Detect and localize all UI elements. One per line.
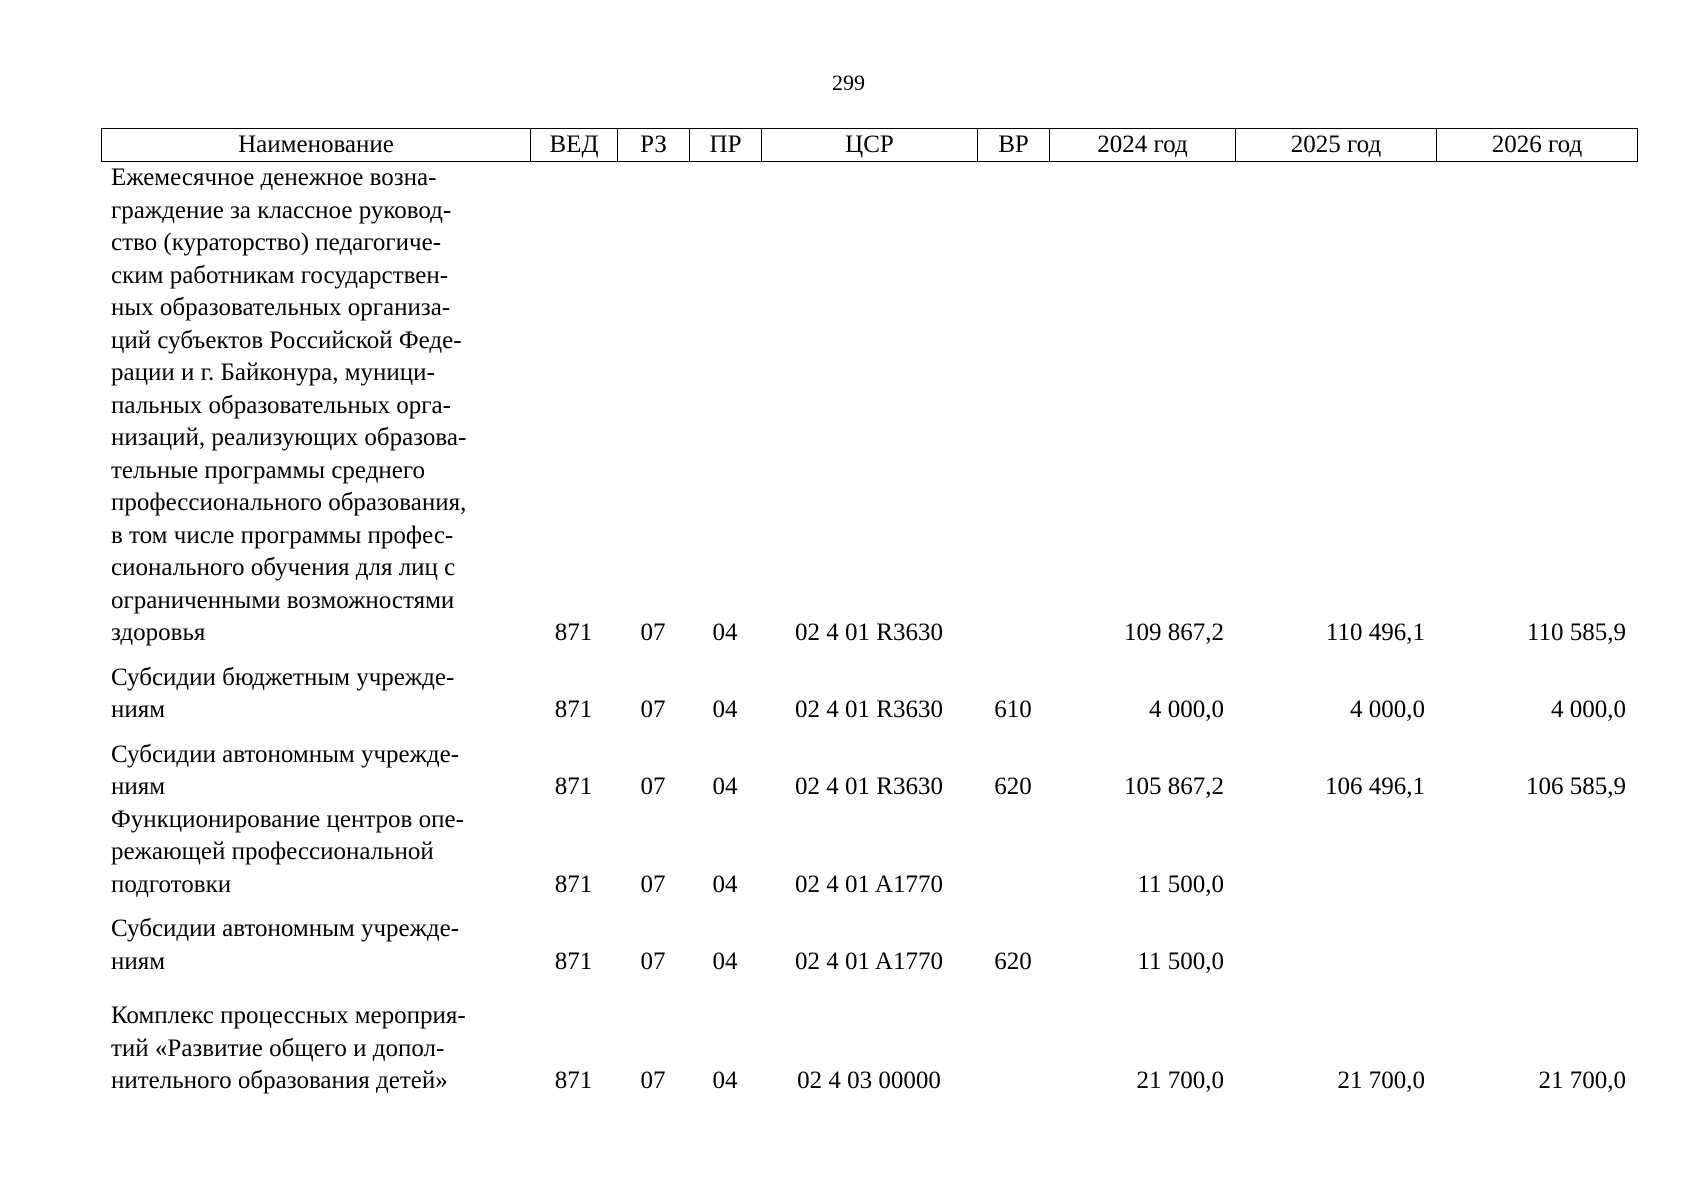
row-name bbox=[101, 162, 530, 650]
cell-vr bbox=[977, 162, 1049, 650]
row-name-line: Ежемесячное денежное возна- bbox=[111, 164, 437, 191]
cell-rz: 07 bbox=[640, 947, 666, 975]
cell-y2024: 21 700,0 bbox=[1136, 1067, 1224, 1094]
cell-y2026: 106 585,9 bbox=[1526, 773, 1626, 800]
cell-y2025: 21 700,0 bbox=[1337, 1067, 1425, 1094]
cell-vr bbox=[977, 804, 1049, 902]
cell-pr: 04 bbox=[712, 870, 738, 898]
row-name-line: ским работникам государствен- bbox=[111, 261, 449, 289]
row-name-line: ниям bbox=[111, 947, 166, 975]
table-row bbox=[101, 727, 1637, 804]
table-row bbox=[101, 901, 1637, 978]
row-name-line: рации и г. Байконура, муници- bbox=[111, 359, 435, 386]
row-name-line: Субсидии автономным учрежде- bbox=[111, 740, 460, 768]
row-name bbox=[101, 650, 530, 727]
column-header-2025: 2025 год bbox=[1236, 129, 1437, 162]
row-name-line: ниям bbox=[111, 696, 166, 723]
cell-pr: 04 bbox=[712, 1067, 738, 1094]
row-name-line: ций субъектов Российской Феде- bbox=[111, 326, 462, 354]
column-header-rz: РЗ bbox=[618, 129, 690, 162]
column-header-2026: 2026 год bbox=[1437, 129, 1638, 162]
cell-y2024: 11 500,0 bbox=[1137, 870, 1224, 898]
cell-y2026: 110 585,9 bbox=[1526, 619, 1626, 646]
row-name-line: подготовки bbox=[111, 870, 232, 898]
column-header-csr: ЦСР bbox=[762, 129, 978, 162]
row-name-line: ограниченными возможностями bbox=[111, 586, 455, 614]
cell-csr: 02 4 01 A1770 bbox=[795, 947, 943, 975]
table-row bbox=[101, 804, 1637, 902]
row-name-line: нительного образования детей» bbox=[111, 1067, 448, 1094]
cell-vr bbox=[977, 978, 1049, 1098]
cell-csr: 02 4 03 00000 bbox=[797, 1067, 941, 1094]
cell-ved: 871 bbox=[554, 1067, 593, 1094]
row-name-line: сионального обучения для лиц с bbox=[111, 554, 456, 581]
cell-y2025 bbox=[1235, 804, 1436, 902]
column-header-vr: ВР bbox=[978, 129, 1050, 162]
cell-vr: 620 bbox=[994, 773, 1032, 800]
cell-y2024: 4 000,0 bbox=[1149, 696, 1224, 723]
row-name bbox=[101, 978, 530, 1098]
row-name-line: ниям bbox=[111, 773, 166, 800]
cell-rz: 07 bbox=[640, 1067, 666, 1094]
cell-ved: 871 bbox=[554, 773, 593, 800]
table-body bbox=[101, 162, 1637, 1098]
cell-ved: 871 bbox=[554, 947, 593, 975]
cell-rz: 07 bbox=[640, 619, 666, 646]
table-header bbox=[101, 128, 1638, 162]
cell-y2025 bbox=[1235, 901, 1436, 978]
cell-csr: 02 4 01 A1770 bbox=[795, 870, 943, 898]
row-name-line: в том числе программы профес- bbox=[111, 521, 454, 549]
cell-vr: 610 bbox=[994, 696, 1032, 723]
row-name-line: режающей профессиональной bbox=[111, 838, 434, 865]
cell-y2025: 4 000,0 bbox=[1350, 696, 1425, 723]
row-name-line: профессионального образования, bbox=[111, 489, 467, 516]
cell-pr: 04 bbox=[712, 696, 738, 723]
row-name-line: пальных образовательных орга- bbox=[111, 391, 451, 419]
table-row bbox=[101, 162, 1637, 650]
row-name bbox=[101, 727, 530, 804]
row-name-line: тельные программы среднего bbox=[111, 456, 426, 484]
cell-pr: 04 bbox=[712, 773, 738, 800]
cell-ved: 871 bbox=[554, 619, 593, 646]
column-header-pr: ПР bbox=[690, 129, 762, 162]
page-number: 299 bbox=[832, 70, 865, 95]
cell-y2026: 4 000,0 bbox=[1551, 696, 1626, 723]
row-name-line: Функционирование центров опе- bbox=[111, 805, 464, 833]
cell-y2024: 105 867,2 bbox=[1124, 773, 1224, 800]
row-name-line: ных образовательных организа- bbox=[111, 294, 451, 321]
cell-y2024: 11 500,0 bbox=[1137, 947, 1224, 975]
cell-ved: 871 bbox=[554, 870, 593, 898]
cell-y2026: 21 700,0 bbox=[1538, 1067, 1626, 1094]
cell-rz: 07 bbox=[640, 870, 666, 898]
cell-csr: 02 4 01 R3630 bbox=[795, 619, 943, 646]
table-row bbox=[101, 978, 1637, 1098]
row-name-line: граждение за классное руковод- bbox=[111, 196, 452, 224]
column-header-ved: ВЕД bbox=[531, 129, 618, 162]
column-header-name: Наименование bbox=[102, 129, 531, 162]
row-name bbox=[101, 804, 530, 902]
row-name-line: тий «Развитие общего и допол- bbox=[111, 1034, 445, 1062]
row-name-line: ство (кураторство) педагогиче- bbox=[111, 229, 442, 256]
cell-vr: 620 bbox=[994, 947, 1032, 975]
row-name-line: низаций, реализующих образова- bbox=[111, 424, 467, 451]
cell-y2024: 109 867,2 bbox=[1124, 619, 1224, 646]
table-row bbox=[101, 650, 1637, 727]
cell-rz: 07 bbox=[640, 773, 666, 800]
cell-pr: 04 bbox=[712, 947, 738, 975]
cell-y2025: 110 496,1 bbox=[1325, 619, 1425, 646]
row-name-line: Комплекс процессных мероприя- bbox=[111, 1002, 466, 1029]
cell-csr: 02 4 01 R3630 bbox=[795, 773, 943, 800]
row-name-line: Субсидии бюджетным учрежде- bbox=[111, 663, 455, 691]
cell-y2026 bbox=[1436, 804, 1637, 902]
cell-csr: 02 4 01 R3630 bbox=[795, 696, 943, 723]
row-name-line: здоровья bbox=[111, 619, 206, 646]
row-name-line: Субсидии автономным учрежде- bbox=[111, 915, 460, 942]
cell-y2025: 106 496,1 bbox=[1325, 773, 1425, 800]
cell-ved: 871 bbox=[554, 696, 593, 723]
row-name bbox=[101, 901, 530, 978]
column-header-2024: 2024 год bbox=[1050, 129, 1236, 162]
cell-y2026 bbox=[1436, 901, 1637, 978]
cell-pr: 04 bbox=[712, 619, 738, 646]
cell-rz: 07 bbox=[640, 696, 666, 723]
